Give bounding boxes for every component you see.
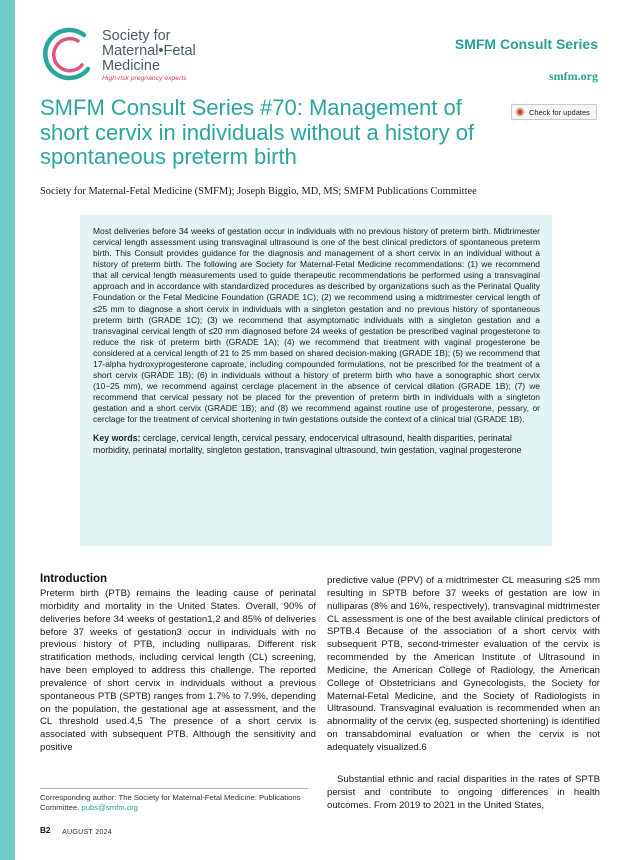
site-link[interactable]: smfm.org [549,69,598,83]
contact-email-link[interactable]: pubs@smfm.org [81,803,138,813]
keywords-label: Key words: [93,433,141,444]
body-right-column-paragraph-1: predictive value (PPV) of a midtrimester CL measuring ≤25 mm resulting in SPTB before 37 weeks of gestation are low in nulliparas (8% and 16%, respectively), transvaginal midtrimester CL assessment is one of the best available clinical predictors of SPTB.4 Because of the association of a short cervix with subsequent PTB, second-trimester evaluation of the cervix is recommended by the American Institute of Ultrasound in Medicine, the American College of Radiology, the American College of Obstetricians and Gynecologists, the Society for Maternal-Fetal Medicine, and the Society of Radiologists in Ultrasound. Transvaginal evaluation is recommended when an abnormality of the cervix (eg, suspected shortening) is identified on transabdominal evaluation or when the cervix is not adequately visualized.6 [327,575,601,753]
abstract-box [80,215,552,546]
footnote-divider [40,788,308,789]
logo-wordmark [102,29,196,74]
article-title: SMFM Consult Series #70: Management of short cervix in individuals without a history of spontaneous preterm birth [40,95,475,169]
logo-line-3: Medicine [102,58,161,74]
section-heading-introduction: Introduction [40,573,108,585]
series-label: SMFM Consult Series [454,36,598,52]
logo-line-1: Society for [102,28,171,44]
update-badge-icon [515,107,525,117]
check-for-updates-button[interactable] [511,104,597,120]
check-for-updates-label: Check for updates [529,107,590,117]
abstract-text: Most deliveries before 34 weeks of gestation occur in individuals with no previous history of preterm birth. Midtrimester cervical length assessment using transvaginal ultrasound is one of the best clinical predictors of spontaneous preterm birth. This Consult provides guidance for the diagnosis and management of a short cervix in an individual without a history of preterm birth. The following are Society for Maternal-Fetal Medicine recommendations: (1) we recommend that all cervical length measurements used to guide therapeutic recommendations be performed using a transvaginal approach and in accordance with standardized procedures as described by organizations such as the Perinatal Quality Foundation or the Fetal Medicine Foundation (GRADE 1C); (2) we recommend using a midtrimester cervical length of ≤25 mm to diagnose a short cervix in individuals with a singleton gestation and no previous history of spontaneous preterm birth (GRADE 1C); (3) we recommend that asymptomatic individuals with a singleton gestation and a transvaginal cervical length of ≤20 mm diagnosed before 24 weeks of gestation be prescribed vaginal progesterone to reduce the risk of preterm birth (GRADE 1A); (4) we recommend that treatment with vaginal progesterone be considered at a cervical length of 21 to 25 mm based on shared decision-making (GRADE 1B); (5) we recommend that 17-alpha hydroxyprogesterone caproate, including compounded formulations, not be prescribed for the treatment of a short cervix (GRADE 1B); (6) in individuals without a history of preterm birth who have a sonographic short cervix (10−25 mm), we recommend against cerclage placement in the absence of cervical dilation (GRADE 1B); (7) we recommend that cervical pessary not be placed for the prevention of preterm birth in individuals with a singleton gestation and a short cervix (GRADE 1B); and (8) we recommend against routine use of progesterone, pessary, or cerclage for the treatment of cervical shortening in twin gestations outside the context of a clinical trial (GRADE 1B). [93,226,540,425]
keywords [93,433,540,456]
issue-date: AUGUST 2024 [62,827,113,836]
smfm-logo-icon [38,25,98,85]
society-logo[interactable] [38,25,238,85]
body-right-column-paragraph-2: Substantial ethnic and racial disparities in the rates of SPTB persist and contribute to ongoing differences in health outcomes. From 2019 to 2021 in the United States, [327,774,600,811]
page-number: B2 [40,826,51,835]
keywords-list: cerclage, cervical length, cervical pessary, endocervical ultrasound, health disparities, perinatal morbidity, perinatal mortality, singleton gestation, transvaginal ultrasound, twin gestation, vaginal progesterone [93,433,522,455]
footnote-text: Corresponding author: The Society for Maternal-Fetal Medicine: Publications Committee. [40,793,301,813]
body-left-column: Preterm birth (PTB) remains the leading cause of perinatal morbidity and mortality in the United States. Overall, 90% of deliveries before 34 weeks of gestation1,2 and 85% of deliveries before 37 weeks of gestation3 occur in individuals with no previous history of PTB, including nulliparas. Different risk stratification methods, including cervical length (CL) screening, have been employed to address this challenge. The reported prevalence of short cervix in individuals without a previous spontaneous PTB (SPTB) ranges from 1.7% to 7.9%, depending on the population, the gestational age at assessment, and the CL threshold used.4,5 The presence of a short cervix is associated with subsequent PTB. Although the sensitivity and positive [40,588,316,754]
logo-tagline: High-risk pregnancy experts [102,75,187,82]
author-line: Society for Maternal-Fetal Medicine (SMFM); Joseph Biggio, MD, MS; SMFM Publications Committee [40,186,477,197]
side-accent-strip [0,0,15,860]
logo-line-2: Maternal•Fetal [102,43,196,59]
corresponding-author-footnote [40,793,315,814]
